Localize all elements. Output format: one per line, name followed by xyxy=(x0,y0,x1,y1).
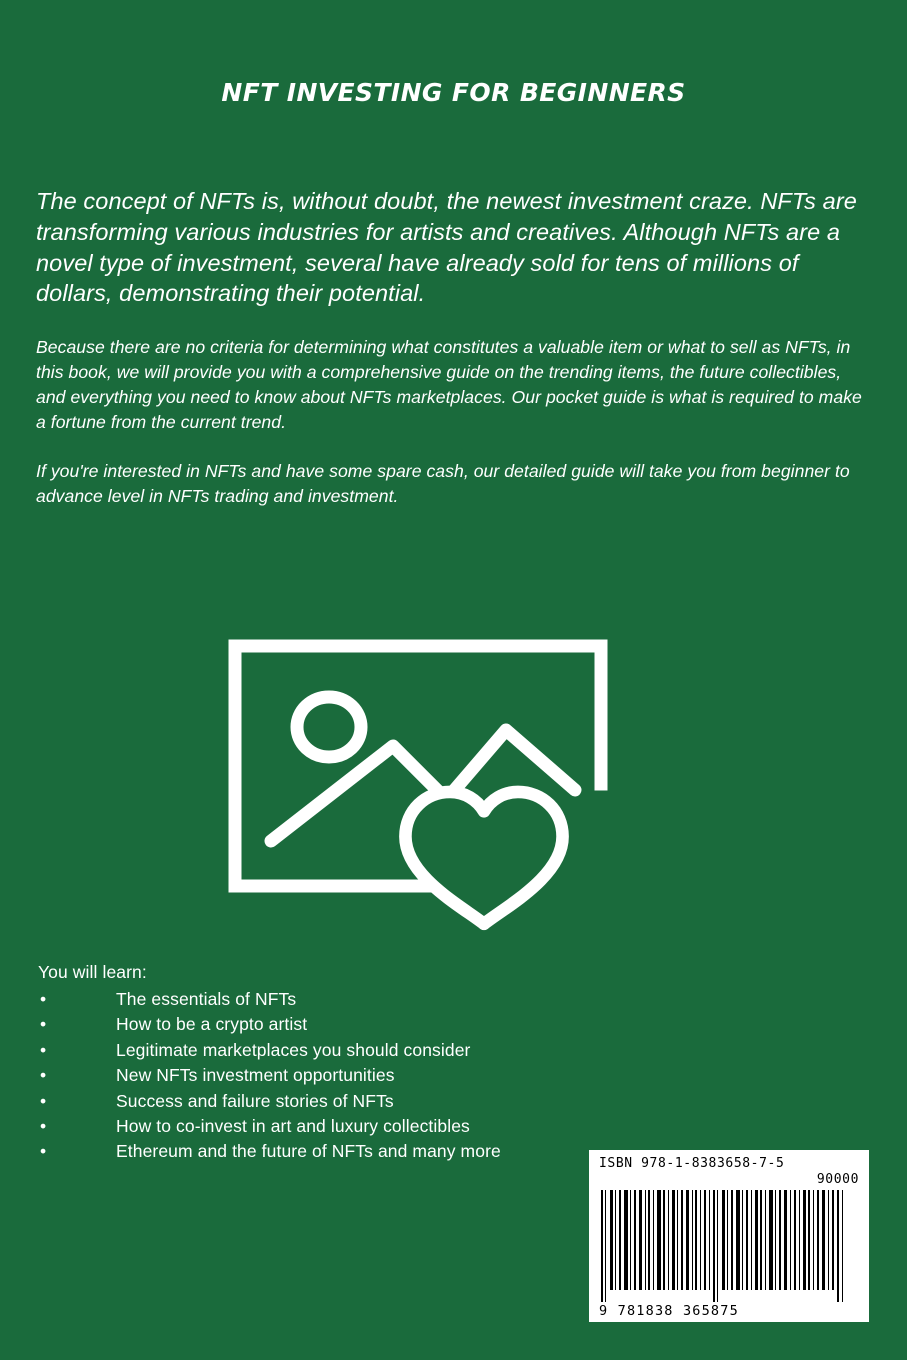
blurb-paragraph-3: If you're interested in NFTs and have some spare cash, our detailed guide will take you from beginner to advance level in NFTs trading and investment. xyxy=(36,461,850,506)
bullet-icon: • xyxy=(40,1065,47,1086)
list-item-label: How to co-invest in art and luxury collectibles xyxy=(116,1116,470,1137)
bullet-icon: • xyxy=(40,1090,47,1111)
bullet-icon: • xyxy=(40,1039,47,1060)
list-item-label: The essentials of NFTs xyxy=(116,989,297,1009)
barcode xyxy=(589,1150,869,1322)
image-heart-icon xyxy=(223,634,613,940)
page-title: NFT INVESTING FOR BEGINNERS xyxy=(221,78,686,107)
list-item xyxy=(38,1012,501,1037)
list-item-label: New NFTs investment opportunities xyxy=(116,1065,395,1086)
you-will-learn-section xyxy=(38,962,501,1165)
blurb-paragraph-2: Because there are no criteria for determining what constitutes a valuable item or what to sell as NFTs, in this book, we will provide you with a comprehensive guide on the trending items, the future collectibles, and everything you need to know about NFTs marketplaces. Our pocket guide is what is required to make a fortune from the current trend. xyxy=(36,337,862,433)
list-item xyxy=(38,1139,501,1164)
barcode-digits: 9 781838 365875 xyxy=(599,1303,739,1319)
blurb-paragraph-1: The concept of NFTs is, without doubt, the newest investment craze. NFTs are transforming various industries for artists and creatives. Although NFTs are a novel type of investment, several have already sold for tens of millions of dollars, demonstrating their potential. xyxy=(36,188,857,307)
blurb-text xyxy=(36,186,869,509)
you-will-learn-list xyxy=(38,987,501,1165)
barcode-bars xyxy=(599,1190,859,1302)
list-item xyxy=(38,1089,501,1114)
list-item xyxy=(38,1038,501,1063)
you-will-learn-heading: You will learn: xyxy=(38,962,147,982)
list-item xyxy=(38,1063,501,1088)
bullet-icon: • xyxy=(40,1014,47,1035)
bullet-icon: • xyxy=(40,989,47,1009)
bullet-icon: • xyxy=(40,1141,47,1162)
list-item-label: How to be a crypto artist xyxy=(116,1014,308,1035)
list-item xyxy=(38,1114,501,1139)
list-item xyxy=(38,987,501,1012)
price-code-label: 90000 xyxy=(816,1172,859,1187)
list-item-label: Ethereum and the future of NFTs and many more xyxy=(116,1141,501,1162)
list-item-label: Legitimate marketplaces you should consider xyxy=(116,1039,471,1060)
isbn-label: ISBN 978-1-8383658-7-5 xyxy=(599,1156,785,1171)
list-item-label: Success and failure stories of NFTs xyxy=(116,1090,394,1111)
bullet-icon: • xyxy=(40,1116,47,1137)
